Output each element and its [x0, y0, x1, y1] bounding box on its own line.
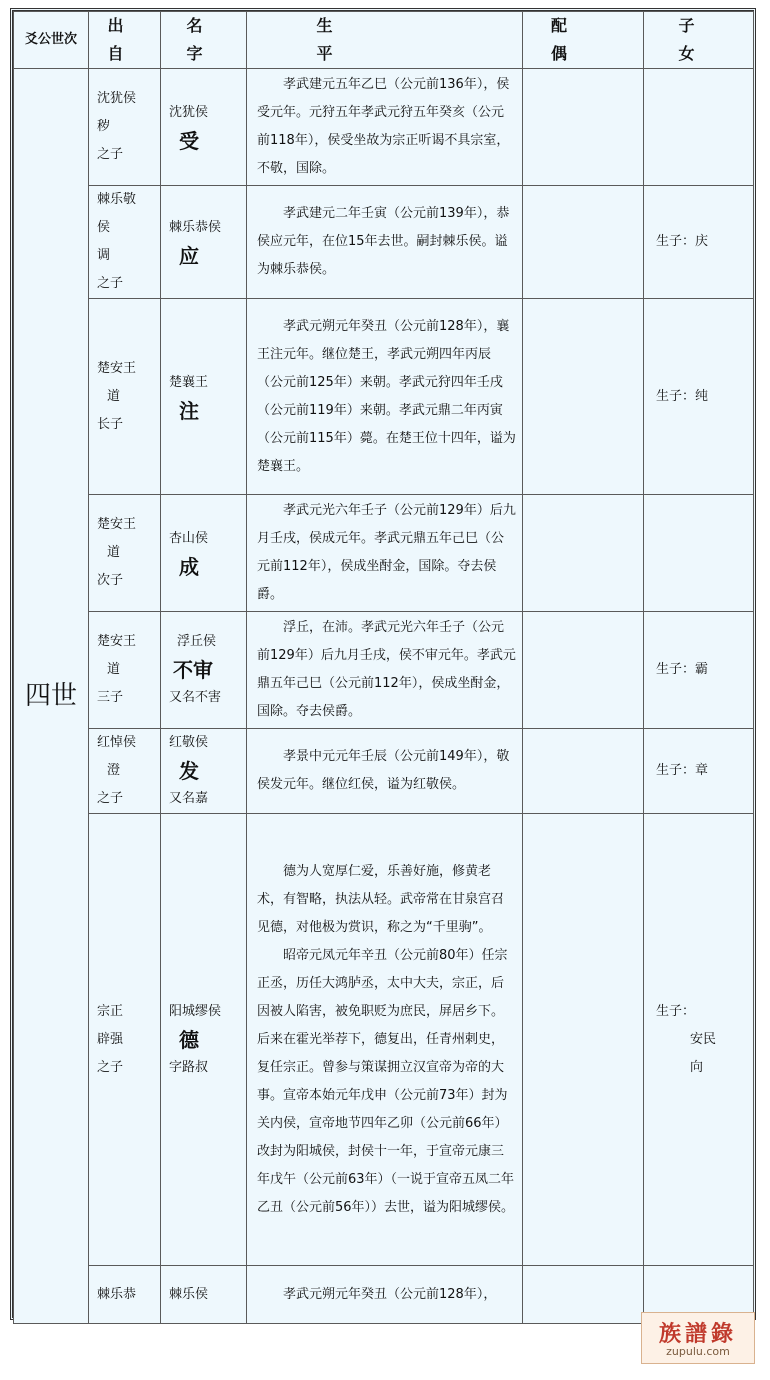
name-cell: 棘乐恭侯 应	[161, 186, 247, 299]
given-name: 受	[179, 129, 199, 153]
generation-cell	[14, 69, 89, 1324]
children-cell: 生子：庆	[644, 186, 754, 299]
life-cell: 浮丘，在沛。孝武元光六年壬子（公元前129年）后九月壬戌，侯不审元年。孝武元鼎五年己巳（公元前112年），侯成坐酎金，国除。夺去侯爵。	[247, 612, 523, 729]
name-cell: 棘乐侯	[161, 1266, 247, 1324]
children-cell	[644, 69, 754, 186]
watermark-url: zupulu.com	[666, 1345, 730, 1358]
spouse-cell	[523, 814, 644, 1266]
spouse-cell	[523, 729, 644, 814]
given-name: 不审	[173, 658, 213, 682]
children-cell: 生子：章	[644, 729, 754, 814]
spouse-cell	[523, 69, 644, 186]
source-cell: 楚安王 道 长子	[89, 299, 161, 495]
site-watermark-logo	[641, 1312, 755, 1364]
given-name: 注	[179, 398, 199, 423]
spouse-cell	[523, 1266, 644, 1324]
life-cell: 孝武建元五年乙巳（公元前136年），侯受元年。元狩五年孝武元狩五年癸亥（公元前118年），侯受坐故为宗正听谒不具宗室，不敬，国除。	[247, 69, 523, 186]
given-name: 德	[179, 1027, 199, 1052]
life-cell: 孝景中元元年壬辰（公元前149年），敬侯发元年。继位红侯，谥为红敬侯。	[247, 729, 523, 814]
name-cell: 阳城缪侯 德 字路叔	[161, 814, 247, 1266]
life-cell: 孝武元朔元年癸丑（公元前128年），	[247, 1266, 523, 1324]
given-name: 成	[179, 555, 199, 579]
spouse-cell	[523, 612, 644, 729]
source-cell: 宗正 辟强 之子	[89, 814, 161, 1266]
source-cell: 楚安王 道 三子	[89, 612, 161, 729]
given-name: 发	[179, 759, 199, 783]
life-cell: 孝武元光六年壬子（公元前129年）后九月壬戌，侯成元年。孝武元鼎五年己巳（公元前112年），侯成坐酎金，国除。夺去侯爵。	[247, 495, 523, 612]
life-cell: 孝武元朔元年癸丑（公元前128年），襄王注元年。继位楚王，孝武元朔四年丙辰（公元前125年）来朝。孝武元狩四年壬戌（公元前119年）来朝。孝武元鼎二年丙寅（公元前115年）薨。在楚王位十四年，谥为楚襄王。	[247, 299, 523, 495]
life-cell: 德为人宽厚仁爱，乐善好施，修黄老术，有智略，执法从轻。武帝常在甘泉宫召见德，对他极为赏识，称之为“千里驹”。 昭帝元凤元年辛丑（公元前80年）任宗正丞，历任大鸿胪丞，太中大夫，宗正，后因被人陷害，被免职贬为庶民，屏居乡下。后来在霍光举荐下，德复出，任青州剌史，复任宗正。曾参与策谋拥立汉宣帝为帝的大事。宣帝本始元年戊申（公元前73年）封为关内侯，宣帝地节四年乙卯（公元前66年）改封为阳城侯，封侯十一年，于宣帝元康三年戊午（公元前63年）（一说于宣帝五凤二年乙丑（公元前56年））去世，谥为阳城缪侯。	[247, 814, 523, 1266]
children-cell: 生子： 安民 向	[644, 814, 754, 1266]
header-name: 名 字	[161, 12, 247, 69]
table-row	[14, 729, 754, 814]
watermark-title: 族譜錄	[658, 1321, 737, 1347]
generation-label: 四世	[24, 681, 77, 711]
header-generation: 爻公世次	[14, 12, 89, 69]
name-cell: 浮丘侯 不审 又名不害	[161, 612, 247, 729]
header-children: 子 女	[644, 12, 754, 69]
table-row	[14, 612, 754, 729]
table-row	[14, 495, 754, 612]
table-row	[14, 69, 754, 186]
spouse-cell	[523, 495, 644, 612]
name-cell: 杏山侯 成	[161, 495, 247, 612]
children-cell: 生子：霸	[644, 612, 754, 729]
name-cell: 沈犹侯 受	[161, 69, 247, 186]
given-name: 应	[179, 244, 199, 268]
source-cell: 沈犹侯 秽 之子	[89, 69, 161, 186]
spouse-cell	[523, 299, 644, 495]
header-row	[14, 12, 754, 69]
source-cell: 楚安王 道 次子	[89, 495, 161, 612]
source-cell: 红悼侯 澄 之子	[89, 729, 161, 814]
source-cell: 棘乐敬 侯 调 之子	[89, 186, 161, 299]
header-spouse: 配 偶	[523, 12, 644, 69]
table-row	[14, 814, 754, 1266]
header-life: 生 平	[247, 12, 523, 69]
name-cell: 楚襄王 注	[161, 299, 247, 495]
table-row	[14, 186, 754, 299]
name-cell: 红敬侯 发 又名嘉	[161, 729, 247, 814]
children-cell	[644, 495, 754, 612]
life-cell: 孝武建元二年壬寅（公元前139年），恭侯应元年，在位15年去世。嗣封棘乐侯。谥为棘乐恭侯。	[247, 186, 523, 299]
table-row	[14, 299, 754, 495]
spouse-cell	[523, 186, 644, 299]
children-cell: 生子：纯	[644, 299, 754, 495]
header-source: 出 自	[89, 12, 161, 69]
source-cell: 棘乐恭	[89, 1266, 161, 1324]
genealogy-table	[13, 11, 754, 1324]
